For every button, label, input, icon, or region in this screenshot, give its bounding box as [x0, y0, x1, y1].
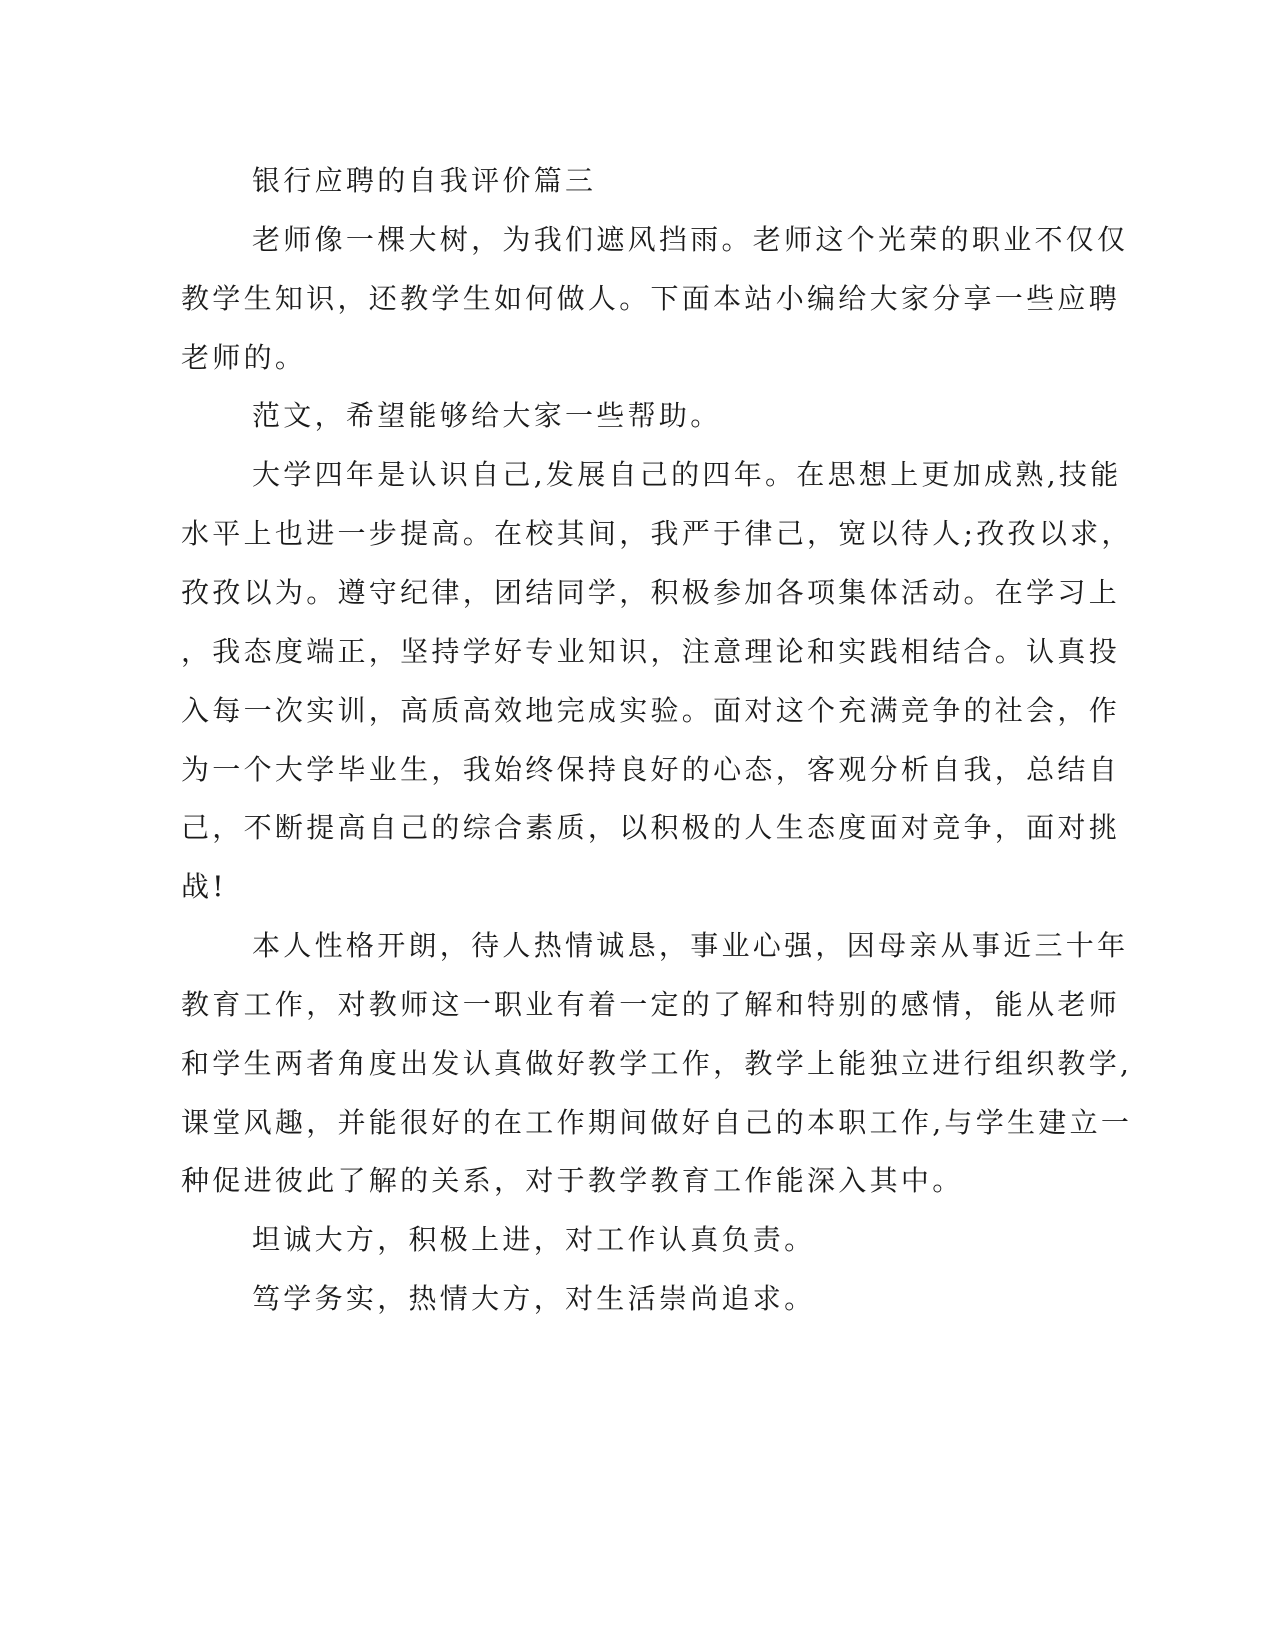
text-line: 教育工作，对教师这一职业有着一定的了解和特别的感情，能从老师: [181, 988, 1121, 1021]
text-line: 和学生两者角度出发认真做好教学工作，教学上能独立进行组织教学,: [181, 1047, 1133, 1080]
text-line: 课堂风趣，并能很好的在工作期间做好自己的本职工作,与学生建立一: [181, 1106, 1133, 1139]
document-title: 银行应聘的自我评价篇三: [252, 164, 597, 197]
text-line: 战!: [181, 870, 227, 903]
text-line: 老师像一棵大树，为我们遮风挡雨。老师这个光荣的职业不仅仅: [252, 223, 1129, 256]
text-line: 己，不断提高自己的综合素质，以积极的人生态度面对竞争，面对挑: [181, 811, 1121, 844]
text-line: 水平上也进一步提高。在校其间，我严于律己，宽以待人;孜孜以求，: [181, 517, 1133, 550]
text-line: 本人性格开朗，待人热情诚恳，事业心强，因母亲从事近三十年: [252, 929, 1129, 962]
text-line: 范文，希望能够给大家一些帮助。: [252, 399, 722, 432]
text-line: 入每一次实训，高质高效地完成实验。面对这个充满竞争的社会，作: [181, 694, 1121, 727]
text-line: 大学四年是认识自己,发展自己的四年。在思想上更加成熟,技能: [252, 458, 1122, 491]
text-line: 坦诚大方，积极上进，对工作认真负责。: [252, 1223, 816, 1256]
text-line: 孜孜以为。遵守纪律，团结同学，积极参加各项集体活动。在学习上: [181, 576, 1121, 609]
text-line: 为一个大学毕业生，我始终保持良好的心态，客观分析自我，总结自: [181, 753, 1121, 786]
text-line: 种促进彼此了解的关系，对于教学教育工作能深入其中。: [181, 1164, 964, 1197]
text-line: 笃学务实，热情大方，对生活崇尚追求。: [252, 1282, 816, 1315]
text-line: 教学生知识，还教学生如何做人。下面本站小编给大家分享一些应聘: [181, 282, 1121, 315]
text-line: ，我态度端正，坚持学好专业知识，注意理论和实践相结合。认真投: [181, 635, 1121, 668]
text-line: 老师的。: [181, 341, 307, 374]
